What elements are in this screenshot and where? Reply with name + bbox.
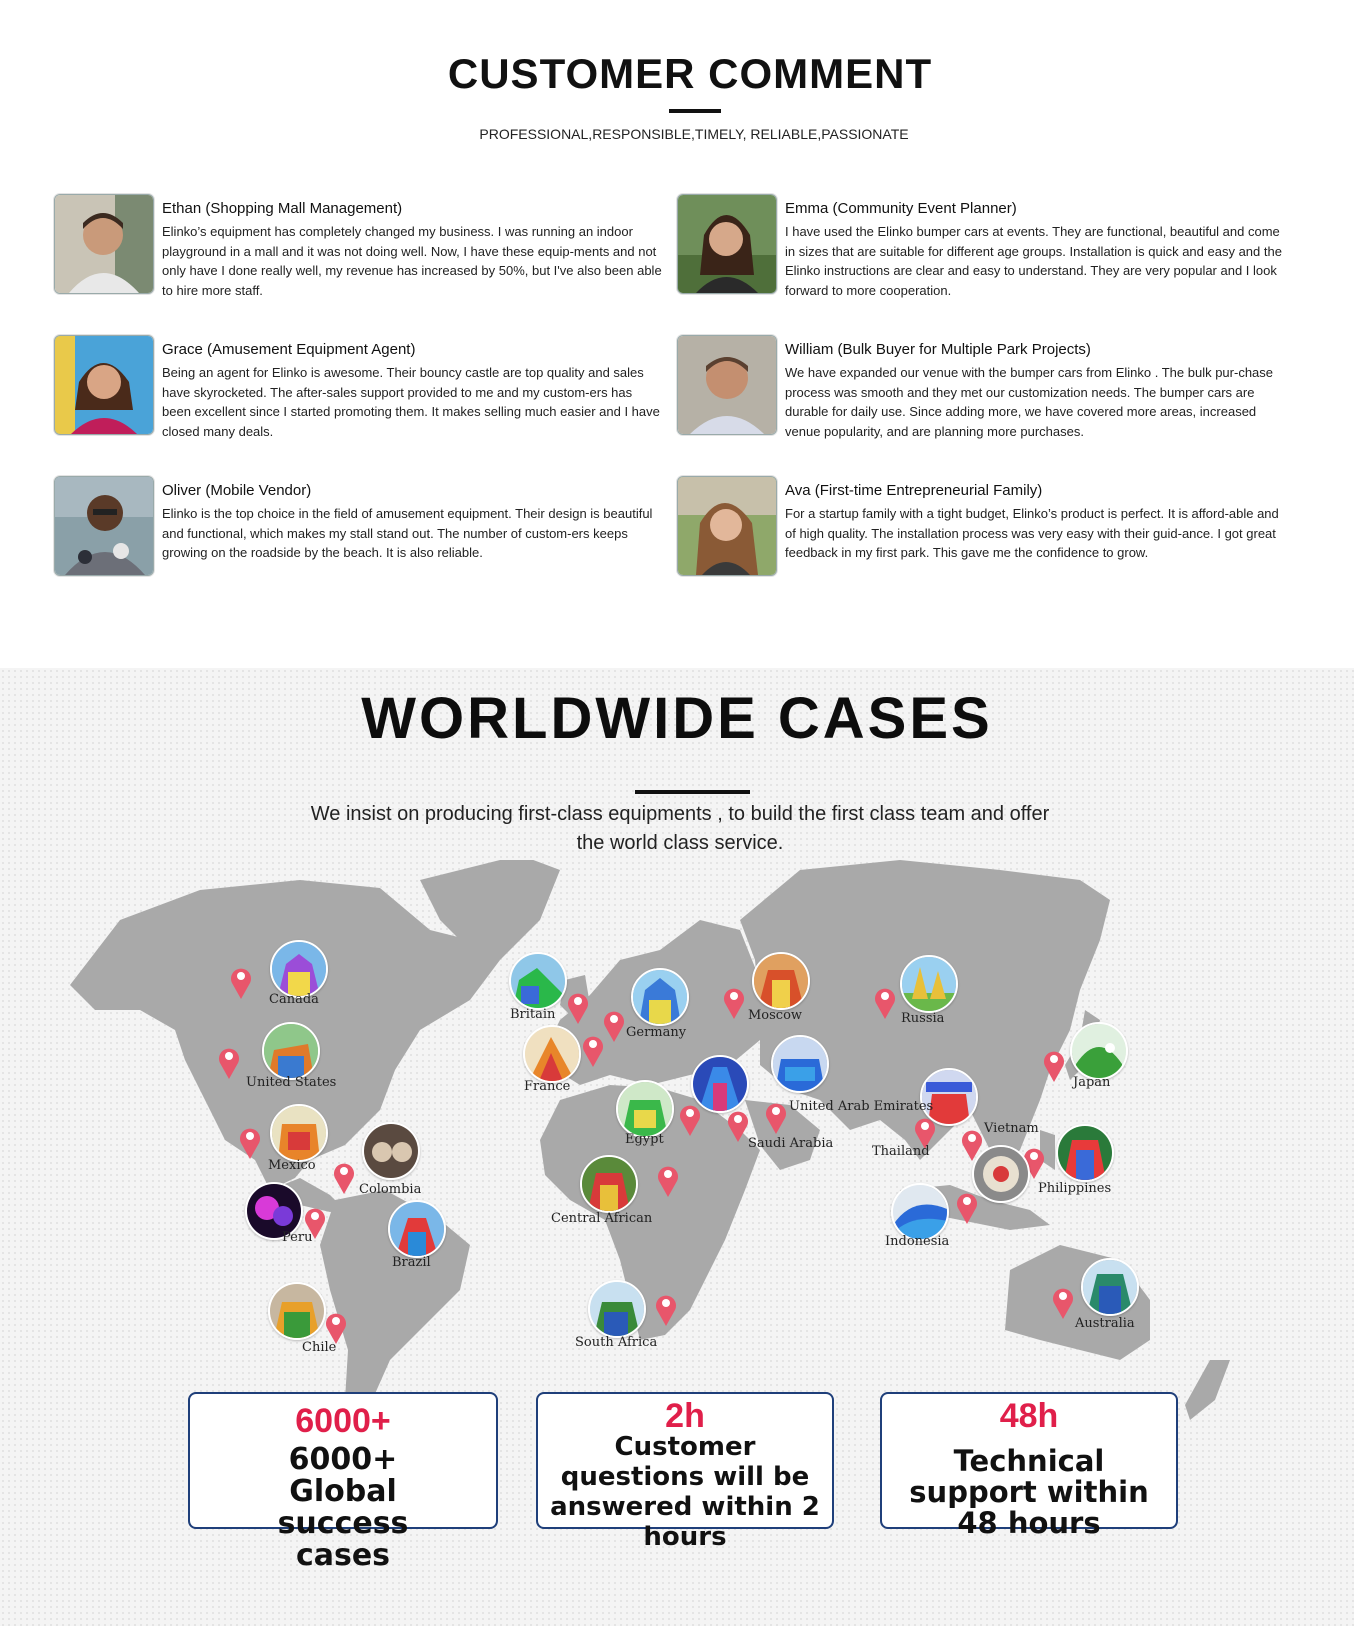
location-label: Mexico bbox=[268, 1158, 316, 1173]
review-card bbox=[54, 194, 674, 298]
map-pin-britain[interactable] bbox=[566, 990, 590, 1024]
customer-comment-title: CUSTOMER COMMENT bbox=[447, 50, 933, 97]
location-label: Vietnam bbox=[984, 1121, 1039, 1136]
map-pin-chile[interactable] bbox=[324, 1310, 348, 1344]
map-pin-indonesia[interactable] bbox=[955, 1190, 979, 1224]
map-pin-moscow[interactable] bbox=[722, 985, 746, 1019]
case-photo-philippines[interactable] bbox=[1056, 1124, 1114, 1182]
reviewer-name: William (Bulk Buyer for Multiple Park Projects) bbox=[785, 341, 1091, 358]
map-pin-canada[interactable] bbox=[229, 965, 253, 999]
map-pin-australia[interactable] bbox=[1051, 1285, 1075, 1319]
stat-card-cases bbox=[188, 1392, 498, 1573]
case-photo-saudi-arabia[interactable] bbox=[691, 1055, 749, 1113]
case-photo-germany[interactable] bbox=[631, 968, 689, 1026]
case-photo-uae[interactable] bbox=[771, 1035, 829, 1093]
location-label: Philippines bbox=[1038, 1181, 1112, 1196]
map-pin-france[interactable] bbox=[581, 1033, 605, 1067]
review-text: I have used the Elinko bumper cars at events. They are functional, beautiful and come in sizes that are suitable for different age groups. Installation is quick and easy and the Elinko instructions are clear and easy to understand. They are very popular and I look forward to more cooperation. bbox=[785, 224, 1282, 298]
map-pin-colombia[interactable] bbox=[332, 1160, 356, 1194]
location-label: Australia bbox=[1075, 1316, 1135, 1331]
stat-number: 6000+ bbox=[295, 1402, 391, 1440]
review-text: Being an agent for Elinko is awesome. Their bouncy castle are top quality and sales have skyrocketed. The after-sales support provided to me and my custom-ers has been excellent since I started promoting them. It makes selling much easier and I have closed many deals. bbox=[162, 365, 660, 439]
worldwide-title: WORLDWIDE CASES bbox=[361, 686, 993, 751]
case-photo-chile[interactable] bbox=[268, 1282, 326, 1340]
location-label: Chile bbox=[302, 1340, 337, 1355]
avatar bbox=[677, 476, 777, 576]
location-label: Germany bbox=[626, 1025, 687, 1040]
case-photo-central-african[interactable] bbox=[580, 1155, 638, 1213]
location-label: Peru bbox=[282, 1230, 313, 1245]
location-label: Egypt bbox=[625, 1132, 664, 1147]
case-photo-brazil[interactable] bbox=[388, 1200, 446, 1258]
case-photo-thailand[interactable] bbox=[920, 1068, 978, 1126]
case-photo-south-africa[interactable] bbox=[588, 1280, 646, 1338]
reviewer-name: Ethan (Shopping Mall Management) bbox=[162, 200, 403, 217]
case-photo-egypt[interactable] bbox=[616, 1080, 674, 1138]
stat-card-response bbox=[536, 1392, 834, 1552]
case-photo-japan[interactable] bbox=[1070, 1022, 1128, 1080]
map-pin-uae[interactable] bbox=[764, 1100, 788, 1134]
case-photo-australia[interactable] bbox=[1081, 1258, 1139, 1316]
location-label: South Africa bbox=[575, 1335, 658, 1350]
case-photo-canada[interactable] bbox=[270, 940, 328, 998]
map-pin-russia[interactable] bbox=[873, 985, 897, 1019]
stat-description: 6000+ Global success cases bbox=[277, 1442, 409, 1573]
case-photo-france[interactable] bbox=[523, 1025, 581, 1083]
title-underline bbox=[635, 790, 750, 794]
avatar bbox=[54, 476, 154, 576]
case-photo-indonesia[interactable] bbox=[891, 1183, 949, 1241]
case-photo-britain[interactable] bbox=[509, 952, 567, 1010]
location-label: France bbox=[524, 1079, 571, 1094]
map-pin-mexico[interactable] bbox=[238, 1125, 262, 1159]
location-label: Russia bbox=[901, 1011, 945, 1026]
map-pin-united-states[interactable] bbox=[217, 1045, 241, 1079]
reviewer-name: Oliver (Mobile Vendor) bbox=[162, 482, 312, 499]
review-card bbox=[54, 476, 674, 580]
stat-description: Technical support within 48 hours bbox=[909, 1444, 1149, 1540]
location-label: Britain bbox=[510, 1007, 556, 1022]
reviewer-name: Ava (First-time Entrepreneurial Family) bbox=[785, 482, 1043, 499]
map-new-zealand bbox=[1185, 1360, 1230, 1420]
location-label: Brazil bbox=[392, 1255, 431, 1270]
avatar bbox=[677, 335, 777, 435]
review-text: We have expanded our venue with the bumper cars from Elinko . The bulk pur-chase process was smooth and they met our customization needs. The bumper cars are durable for daily use. Since adding more, we have covered more areas, increased venue popularity, and are planning more purchases. bbox=[785, 365, 1274, 439]
location-label: Canada bbox=[269, 992, 319, 1007]
case-photo-colombia[interactable] bbox=[362, 1122, 420, 1180]
case-photo-mexico[interactable] bbox=[270, 1104, 328, 1162]
location-label: Central African bbox=[551, 1211, 653, 1226]
stat-card-support bbox=[880, 1392, 1178, 1540]
avatar bbox=[54, 194, 154, 294]
map-pin-japan[interactable] bbox=[1042, 1048, 1066, 1082]
map-pin-central-african[interactable] bbox=[656, 1163, 680, 1197]
stat-number: 2h bbox=[665, 1397, 705, 1435]
location-label: United Arab Emirates bbox=[789, 1099, 934, 1114]
avatar bbox=[677, 194, 777, 294]
case-photo-united-states[interactable] bbox=[262, 1022, 320, 1080]
map-pin-germany[interactable] bbox=[602, 1008, 626, 1042]
review-text: Elinko is the top choice in the field of amusement equipment. Their design is beautiful and functional, which makes my stall stand out. The number of custom-ers keeps growing on the roadside by the beach. It is also reliable. bbox=[162, 506, 653, 560]
avatar bbox=[54, 335, 154, 435]
location-label: Japan bbox=[1073, 1075, 1111, 1090]
review-card bbox=[677, 476, 1297, 580]
title-underline bbox=[669, 109, 721, 113]
location-label: Indonesia bbox=[885, 1234, 950, 1249]
location-label: Thailand bbox=[872, 1144, 930, 1159]
case-photo-vietnam[interactable] bbox=[972, 1145, 1030, 1203]
case-photo-russia[interactable] bbox=[900, 955, 958, 1013]
reviewer-name: Grace (Amusement Equipment Agent) bbox=[162, 341, 416, 358]
location-label: Saudi Arabia bbox=[748, 1136, 834, 1151]
customer-comment-subtitle: PROFESSIONAL,RESPONSIBLE,TIMELY, RELIABLE,PASSIONATE bbox=[479, 126, 909, 142]
location-label: United States bbox=[246, 1075, 337, 1090]
review-card bbox=[677, 335, 1297, 439]
map-pin-south-africa[interactable] bbox=[654, 1292, 678, 1326]
reviewer-name: Emma (Community Event Planner) bbox=[785, 200, 1017, 217]
review-card bbox=[54, 335, 674, 439]
worldwide-subtitle: We insist on producing first-class equipments , to build the first class team and offer the world class service. bbox=[310, 803, 1050, 854]
case-photo-moscow[interactable] bbox=[752, 952, 810, 1010]
location-label: Colombia bbox=[359, 1182, 422, 1197]
stat-number: 48h bbox=[999, 1397, 1059, 1435]
map-pin-saudi-arabia[interactable] bbox=[726, 1108, 750, 1142]
review-text: Elinko’s equipment has completely changed my business. I was running an indoor playground in a mall and it was not doing well. Now, I have these equip-ments and not only have I done really well, my revenue has increased by 50%, but I've also been able to hire more staff. bbox=[162, 224, 662, 298]
map-pin-egypt[interactable] bbox=[678, 1102, 702, 1136]
review-text: For a startup family with a tight budget, Elinko’s product is perfect. It is afford-able and of high quality. The installation process was very easy with their guid-ance. I got great feedback in my first park. This gave me the confidence to grow. bbox=[785, 506, 1279, 560]
location-label: Moscow bbox=[748, 1008, 803, 1023]
review-card bbox=[677, 194, 1297, 298]
stat-description: Customer questions will be answered within 2 hours bbox=[550, 1432, 820, 1552]
